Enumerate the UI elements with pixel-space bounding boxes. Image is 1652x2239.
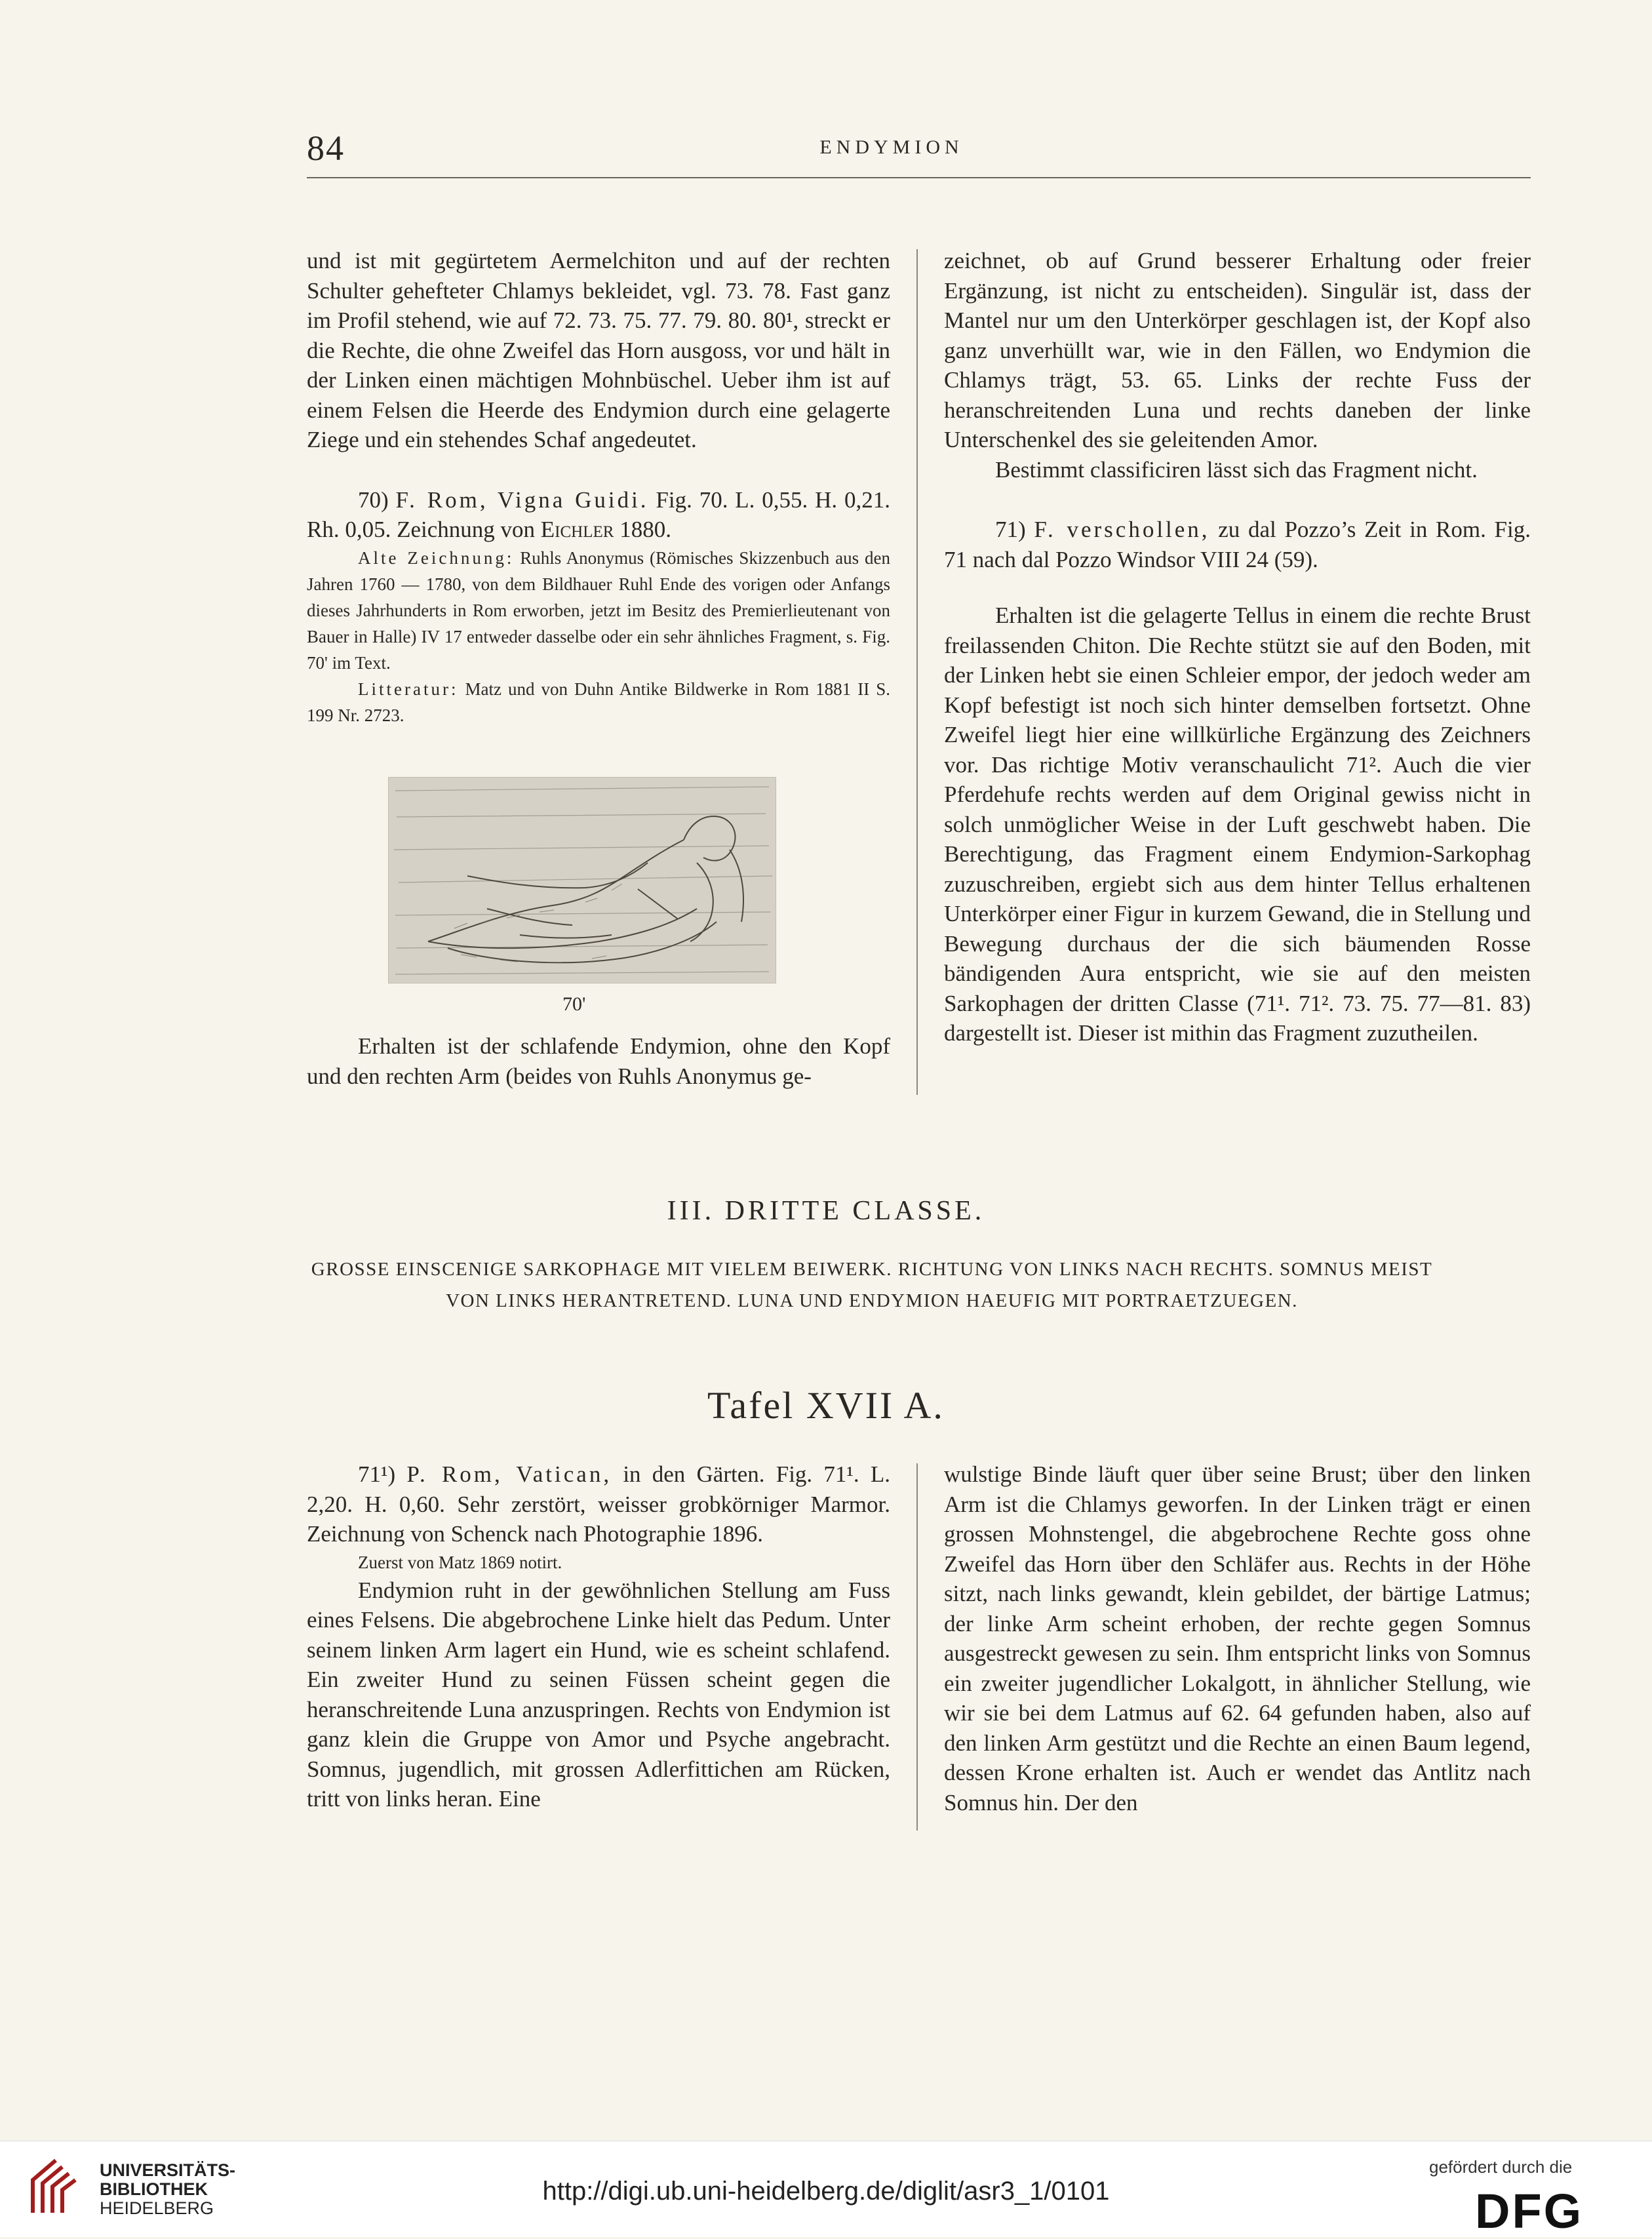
section-heading: III. DRITTE CLASSE. (667, 1196, 985, 1226)
catalogue-entry-70: 70) F. Rom, Vigna Guidi. Fig. 70. L. 0,55. H. 0,21. Rh. 0,05. Zeichnung von Eichler 1880. (307, 486, 891, 542)
reclining-figure-illustration (389, 778, 776, 983)
funded-by-label: gefördert durch die (1429, 2157, 1573, 2177)
page-number: 84 (307, 129, 345, 168)
paragraph: zeichnet, ob auf Grund besserer Erhaltung oder freier Ergänzung, ist nicht zu entscheiden). Singulär ist, dass der Mantel nur um den Unterkörper geschlagen ist, der Kopf also ganz unverhüllt war, wie in den Fällen, wo Endymion die Chlamys trägt, 53. 65. Links der rechte Fuss der heranschreitenden Luna und rechts daneben der linke Unterschenkel des sie geleitenden Amor. (944, 248, 1531, 452)
left-column-top (307, 246, 890, 728)
paragraph: Endymion ruht in der gewöhnlichen Stellung am Fuss eines Felsens. Die abgebrochene Linke hielt das Pedum. Unter seinem linken Arm lagert ein Hund, wie es scheint schlafend. Ein zweiter Hund zu seinen Füssen scheint gegen die heranschreitende Luna anzuspringen. Rechts von Endymion ist ganz klein die Gruppe von Amor und Psyche angebracht. Somnus, jugendlich, mit grossen Adlerfittichen am Rücken, tritt von links heran. Eine (307, 1577, 890, 1812)
paragraph: wulstige Binde läuft quer über seine Brust; über den linken Arm ist die Chlamys geworfen. In der Linken trägt er einen grossen Mohnstengel, die abgebrochene Rechte goss ohne Zweifel das Horn über den Schläfer aus. Rechts in der Höhe sitzt, nach links gewandt, klein gebildet, der bärtige Latmus; der linke Arm scheint erhoben, der rechte gegen Somnus ausgestreckt gewesen zu sein. Ihm entspricht links von Somnus ein zweiter jugendlicher Lokalgott, in ähnlicher Stellung, wie wir sie bei dem Latmus auf 62. 64 gefunden haben, also auf den linken Arm gestützt und die Rechte an einen Baum legend, dessen Krone erhalten ist. Auch er wendet das Antlitz nach Somnus hin. Der den (944, 1461, 1531, 1815)
dfg-logo: DFG (1475, 2184, 1584, 2238)
catalogue-entry-71-1: 71¹) P. Rom, Vatican, in den Gärten. Fig. 71¹. L. 2,20. H. 0,60. Sehr zerstört, weisser grobkörniger Marmor. Zeichnung von Schenck nach Photographie 1896. (307, 1461, 891, 1547)
drawing-note: Alte Zeichnung: Ruhls Anonymus (Römisches Skizzenbuch aus den Jahren 1760 — 1780, von dem Bildhauer Ruhl Ende des vorigen oder Anfangs dieses Jahrhunderts in Rom erworben, jetzt im Besitz des Premierlieutenant von Bauer in Halle) IV 17 entweder dasselbe oder ein sehr ähnliches Fragment, s. Fig. 70' im Text. (307, 547, 891, 673)
header-rule (307, 177, 1531, 178)
column-divider (916, 1463, 918, 1831)
figure-caption: 70' (562, 993, 586, 1015)
paragraph: Erhalten ist die gelagerte Tellus in einem die rechte Brust freilassenden Chiton. Die Rechte stützt sie auf den Boden, mit der Linken hebt sie einen Schleier empor, der jedoch weder am Kopf befestigt ist noch sich hinter demselben fortsetzt. Ohne Zweifel liegt hier eine willkürliche Ergänzung des Zeichners vor. Das richtige Motiv veranschaulicht 71². Auch die vier Pferdehufe rechts werden auf dem Original gewiss nicht in solch unmöglicher Weise in der Luft geschwebt haben. Die Berechtigung, das Fragment einem Endymion-Sarkophag zuzuschreiben, ergiebt sich aus dem hinter Tellus erhaltenen Unterkörper einer Figur in kurzem Gewand, die in Stellung und Bewegung durchaus der die sich bäumenden Rosse bändigenden Aura entspricht, wie sie auf den meisten Sarkophagen der dritten Classe (71¹. 71². 73. 75. 77—81. 83) dargestellt ist. Dieser ist mithin das Fragment zuzutheilen. (944, 603, 1531, 1046)
left-column-bottom (307, 1459, 890, 1814)
right-column-top (944, 246, 1531, 1048)
paragraph: Bestimmt classificiren lässt sich das Fragment nicht. (995, 456, 1478, 483)
paragraph: und ist mit gegürtetem Aermelchiton und auf der rechten Schulter gehefteter Chlamys bekleidet, vgl. 73. 78. Fast ganz im Profil stehend, wie auf 72. 73. 75. 77. 79. 80. 80¹, streckt er die Rechte, die ohne Zweifel das Horn ausgoss, vor und hält in der Linken einen mächtigen Mohnbüschel. Ueber ihm ist auf einem Felsen die Heerde des Endymion durch eine gelagerte Ziege und ein stehendes Schaf angedeutet. (307, 248, 890, 452)
section-subtitle: GROSSE EINSCENIGE SARKOPHAGE MIT VIELEM BEIWERK. RICHTUNG VON LINKS NACH RECHTS. SOMNUS MEIST VON LINKS HERANTRETEND. LUNA UND ENDYMION HAEUFIG MIT PORTRAETZUEGEN. (311, 1259, 1433, 1311)
literature-note: Litteratur: Matz und von Duhn Antike Bildwerke in Rom 1881 II S. 199 Nr. 2723. (307, 679, 890, 725)
source-url-link[interactable]: http://digi.ub.uni-heidelberg.de/diglit/asr3_1/0101 (542, 2177, 1110, 2206)
column-divider (916, 249, 918, 1095)
library-name: UNIVERSITÄTS- BIBLIOTHEK HEIDELBERG (100, 2160, 236, 2218)
plate-heading: Tafel XVII A. (707, 1384, 945, 1427)
right-column-bottom (944, 1459, 1531, 1817)
catalogue-entry-71: 71) F. verschollen, zu dal Pozzo’s Zeit in Rom. Fig. 71 nach dal Pozzo Windsor VIII 24 (59). (944, 517, 1531, 572)
figure-description: Erhalten ist der schlafende Endymion, ohne den Kopf und den rechten Arm (beides von Ruhls Anonymus ge- (307, 1033, 890, 1089)
figure-70-sketch (388, 777, 776, 983)
running-title: ENDYMION (819, 136, 964, 158)
source-note: Zuerst von Matz 1869 notirt. (358, 1552, 562, 1572)
